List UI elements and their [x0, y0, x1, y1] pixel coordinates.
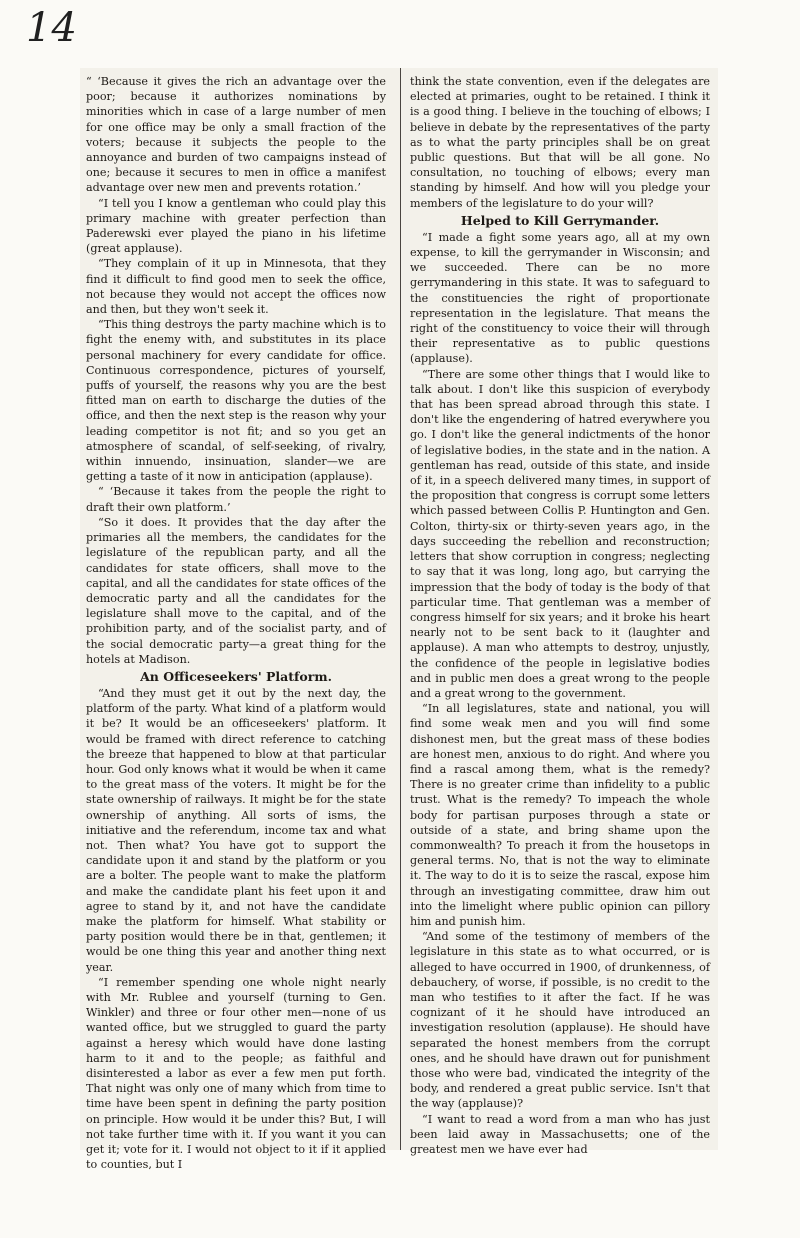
paragraph: “I tell you I know a gentleman who could play this primary machine with greater perfection than Paderewski ever played the piano in his lifetime (great applause).	[86, 196, 386, 256]
paragraph: “So it does. It provides that the day after the primaries all the members, the candidates for the legislature of the republican party, and all the candidates for state officers, shall move to the capital, and all the candidates for state offices of the democratic party and all the candidates for the legislature shall move to the capital, and of the prohibition party, and of the socialist party, and of the social democratic party—a great thing for the hotels at Madison.	[86, 515, 386, 666]
paragraph: “ ‘Because it gives the rich an advantage over the poor; because it authorizes nominations by minorities which in case of a large number of men for one office may be only a small fraction of the voters; because it subjects the people to the annoyance and burden of two campaigns instead of one; because it secures to men in office a manifest advantage over new men and prevents rotation.’	[86, 75, 386, 195]
paragraph: “ ‘Because it takes from the people the right to draft their own platform.’	[86, 485, 386, 514]
paragraph: “In all legislatures, state and national, you will find some weak men and you will find some dishonest men, but the great mass of these bodies are honest men, anxious to do right. And where you find a rascal among them, what is the remedy? There is no greater crime than infidelity to a public trust. What is the remedy? To impeach the whole body for partisan purposes through a state or outside of a state, and bring shame upon the commonwealth? To preach it from the housetops in general terms. No, that is not the way to eliminate it. The way to do it is to seize the rascal, expose him through an investigating committee, draw him out into the limelight where public opinion can pillory him and punish him.	[410, 702, 710, 928]
paragraph: “And some of the testimony of members of the legislature in this state as to what occurred, or is alleged to have occurred in 1900, of drunkenness, of debauchery, of worse, if possible, is no credit to the man who testifies to it after the fact. If he was cognizant of it he should have introduced an investigation resolution (applause). He should have separated the honest members from the corrupt ones, and he should have drawn out for punishment those who were bad, vindicated the integrity of the body, and rendered a great public service. Isn't that the way (applause)?	[410, 930, 710, 1111]
page-number: 14	[26, 5, 77, 51]
paragraph: “I remember spending one whole night nearly with Mr. Rublee and yourself (turning to Gen. Winkler) and three or four other men—none of us wanted office, but we struggled to guard the party against a heresy which would have done lasting harm to it and to the people; as faithful and disinterested a labor as ever a few men put forth. That night was only one of many which from time to time have been spent in defining the party position on principle. How would it be under this? But, I will not take further time with it. If you want it you can get it; vote for it. I would not object to it if it applied to counties, but I	[86, 975, 386, 1172]
paragraph: “I made a fight some years ago, all at my own expense, to kill the gerrymander in Wisconsin; and we succeeded. There can be no more gerrymandering in this state. It was to safeguard to the constituencies the right of proportionate representation in the legislature. That means the right of the constituency to voice their will through their representative as to public questions (applause).	[410, 230, 710, 366]
paragraph: “There are some other things that I would like to talk about. I don't like this suspicion of everybody that has been spread abroad through this state. I don't like the engendering of hatred everywhere you go. I don't like the general indictments of the honor of legislative bodies, in the state and in the nation. A gentleman has read, outside of this state, and inside of it, in a speech delivered many times, in support of the proposition that congress is corrupt some letters which passed between Collis P. Huntington and Gen. Colton, thirty-six or thirty-seven years ago, in the days succeeding the rebellion and reconstruction; letters that show corruption in congress; neglecting to say that it was long, long ago, but carrying the impression that the body of today is the body of that particular time. That gentleman was a member of congress himself for six years; and it broke his heart nearly not to be sent back to it (laughter and applause). A man who attempts to destroy, unjustly, the confidence of the people in legislative bodies and in public men does a great wrong to the people and a great wrong to the government.	[410, 367, 710, 700]
paragraph: “They complain of it up in Minnesota, that they find it difficult to find good men to seek the office, not because they would not accept the offices now and then, but they won't seek it.	[86, 257, 386, 317]
paragraph: “I want to read a word from a man who has just been laid away in Massachusetts; one of the greatest men we have ever had	[410, 1112, 710, 1157]
paragraph: “And they must get it out by the next day, the platform of the party. What kind of a platform would it be? It would be an officeseekers' platform. It would be framed with direct reference to catching the breeze that happened to blow at that particular hour. God only knows what it would be when it came to the great mass of the voters. It might be for the state ownership of railways. It might be for the state ownership of anything. All sorts of isms, the initiative and the referendum, income tax and what not. Then what? You have got to support the candidate upon it and stand by the platform or you are a bolter. The people want to make the platform and make the candidate plant his feet upon it and agree to stand by it, and not have the candidate make the platform for himself. What stability or party position would there be in that, gentlemen; it would be one thing this year and another thing next year.	[86, 686, 386, 974]
section-heading: Helped to Kill Gerrymander.	[460, 212, 660, 228]
paragraph: “This thing destroys the party machine which is to fight the enemy with, and substitutes in its place personal machinery for every candidate for office. Continuous correspondence, pictures of yourself, puffs of yourself, the reasons why you are the best fitted man on earth to discharge the duties of the office, and then the next step is the reason why your leading competitor is not fit; and so you get an atmosphere of scandal, of self-seeking, of rivalry, within innuendo, insinuation, slander—we are getting a taste of it now in anticipation (applause).	[86, 318, 386, 484]
newspaper-clipping	[80, 68, 718, 1172]
column-divider	[400, 68, 401, 1150]
right-column	[410, 74, 710, 1157]
section-heading: An Officeseekers' Platform.	[140, 668, 332, 684]
left-column	[86, 74, 386, 1172]
paragraph: think the state convention, even if the delegates are elected at primaries, ought to be retained. I think it is a good thing. I believe in the touching of elbows; I believe in debate by the representatives of the party as to what the party principles shall be on great public questions. But that will be all gone. No consultation, no touching of elbows; every man standing by himself. And how will you pledge your members of the legislature to do your will?	[410, 75, 710, 210]
